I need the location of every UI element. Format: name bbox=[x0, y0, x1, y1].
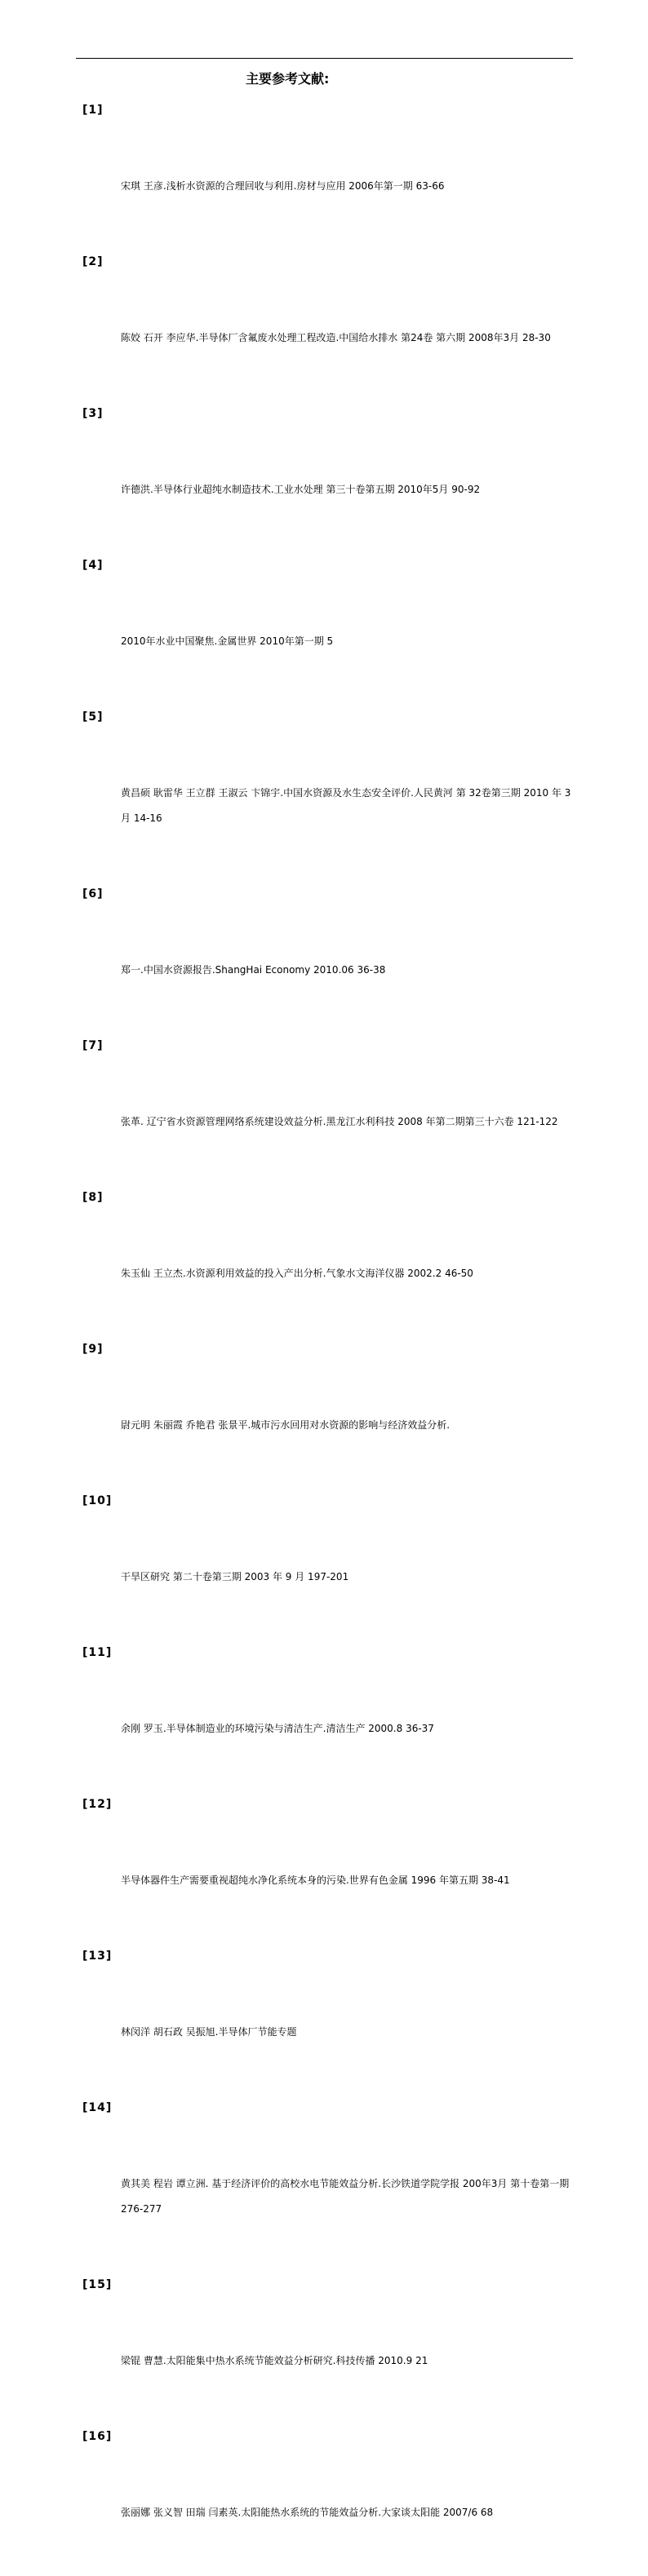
reference-item bbox=[82, 1033, 577, 1185]
reference-text: 张革. 辽宁省水资源管理网络系统建设效益分析.黑龙江水利科技 2008 年第二期第三十六卷 121-122 bbox=[121, 1116, 558, 1127]
reference-text: 2010年水业中国聚焦.金属世界 2010年第一期 5 bbox=[121, 635, 334, 647]
reference-number: [14] bbox=[82, 2101, 113, 2114]
reference-item bbox=[82, 2273, 577, 2424]
reference-item bbox=[82, 882, 577, 1033]
reference-number: [2] bbox=[82, 255, 104, 268]
reference-item bbox=[82, 2096, 577, 2273]
reference-number: [5] bbox=[82, 710, 104, 724]
reference-text: 黄昌硕 耿雷华 王立群 王淑云 卞锦宇.中国水资源及水生态安全评价.人民黄河 第 32卷第三期 2010 年 3月 14-16 bbox=[121, 787, 571, 824]
reference-text: 张丽娜 张义智 田瑞 闫素英.太阳能热水系统的节能效益分析.大家谈太阳能 2007/6 68 bbox=[121, 2507, 494, 2518]
reference-item bbox=[82, 705, 577, 882]
reference-item bbox=[82, 1337, 577, 1489]
reference-number: [3] bbox=[82, 407, 104, 420]
reference-item bbox=[82, 2424, 577, 2576]
reference-item bbox=[82, 250, 577, 401]
reference-number: [9] bbox=[82, 1343, 104, 1356]
reference-text: 陈姣 石开 李应华.半导体厂含氟废水处理工程改造.中国给水排水 第24卷 第六期 2008年3月 28-30 bbox=[121, 332, 551, 343]
reference-number: [16] bbox=[82, 2430, 113, 2443]
reference-text: 林闵洋 胡石政 吴振旭.半导体厂节能专题 bbox=[121, 2026, 297, 2038]
reference-text: 半导体器件生产需要重视超纯水净化系统本身的污染.世界有色金属 1996 年第五期 38-41 bbox=[121, 1874, 510, 1886]
reference-item bbox=[82, 553, 577, 705]
reference-number: [10] bbox=[82, 1494, 113, 1507]
reference-item bbox=[82, 401, 577, 553]
reference-number: [7] bbox=[82, 1039, 104, 1052]
reference-number: [12] bbox=[82, 1798, 113, 1811]
reference-item bbox=[82, 1185, 577, 1337]
reference-text: 许德洪.半导体行业超纯水制造技术.工业水处理 第三十卷第五期 2010年5月 90-92 bbox=[121, 484, 481, 495]
reference-number: [15] bbox=[82, 2278, 113, 2291]
reference-item bbox=[82, 1792, 577, 1944]
reference-text: 郑一.中国水资源报告.ShangHai Economy 2010.06 36-38 bbox=[121, 964, 386, 976]
reference-number: [6] bbox=[82, 887, 104, 901]
reference-item bbox=[82, 1489, 577, 1640]
reference-text: 干旱区研究 第二十卷第三期 2003 年 9 月 197-201 bbox=[121, 1571, 349, 1582]
reference-number: [13] bbox=[82, 1950, 113, 1963]
reference-number: [8] bbox=[82, 1191, 104, 1204]
reference-list bbox=[82, 98, 577, 2576]
reference-text: 朱玉仙 王立杰.水资源利用效益的投入产出分析.气象水文海洋仪器 2002.2 46-50 bbox=[121, 1268, 473, 1279]
reference-item bbox=[82, 1640, 577, 1792]
reference-number: [11] bbox=[82, 1646, 113, 1659]
reference-text: 黄其美 程岩 谭立洲. 基于经济评价的高校水电节能效益分析.长沙铁道学院学报 200年3月 第十卷第一期 276-277 bbox=[121, 2178, 573, 2215]
reference-number: [4] bbox=[82, 559, 104, 572]
reference-text: 余刚 罗玉.半导体制造业的环境污染与清洁生产.清洁生产 2000.8 36-37 bbox=[121, 1723, 434, 1734]
references-heading: 主要参考文献: bbox=[246, 71, 330, 86]
reference-text: 梁锟 曹慧.太阳能集中热水系统节能效益分析研究.科技传播 2010.9 21 bbox=[121, 2355, 428, 2366]
reference-text: 尉元明 朱丽霞 乔艳君 张景平.城市污水回用对水资源的影响与经济效益分析. bbox=[121, 1419, 450, 1431]
header-rule bbox=[76, 58, 573, 59]
reference-number: [1] bbox=[82, 104, 104, 117]
reference-text: 宋琪 王彦.浅析水资源的合理回收与利用.房材与应用 2006年第一期 63-66 bbox=[121, 180, 445, 192]
reference-item bbox=[82, 98, 577, 250]
reference-item bbox=[82, 1944, 577, 2096]
